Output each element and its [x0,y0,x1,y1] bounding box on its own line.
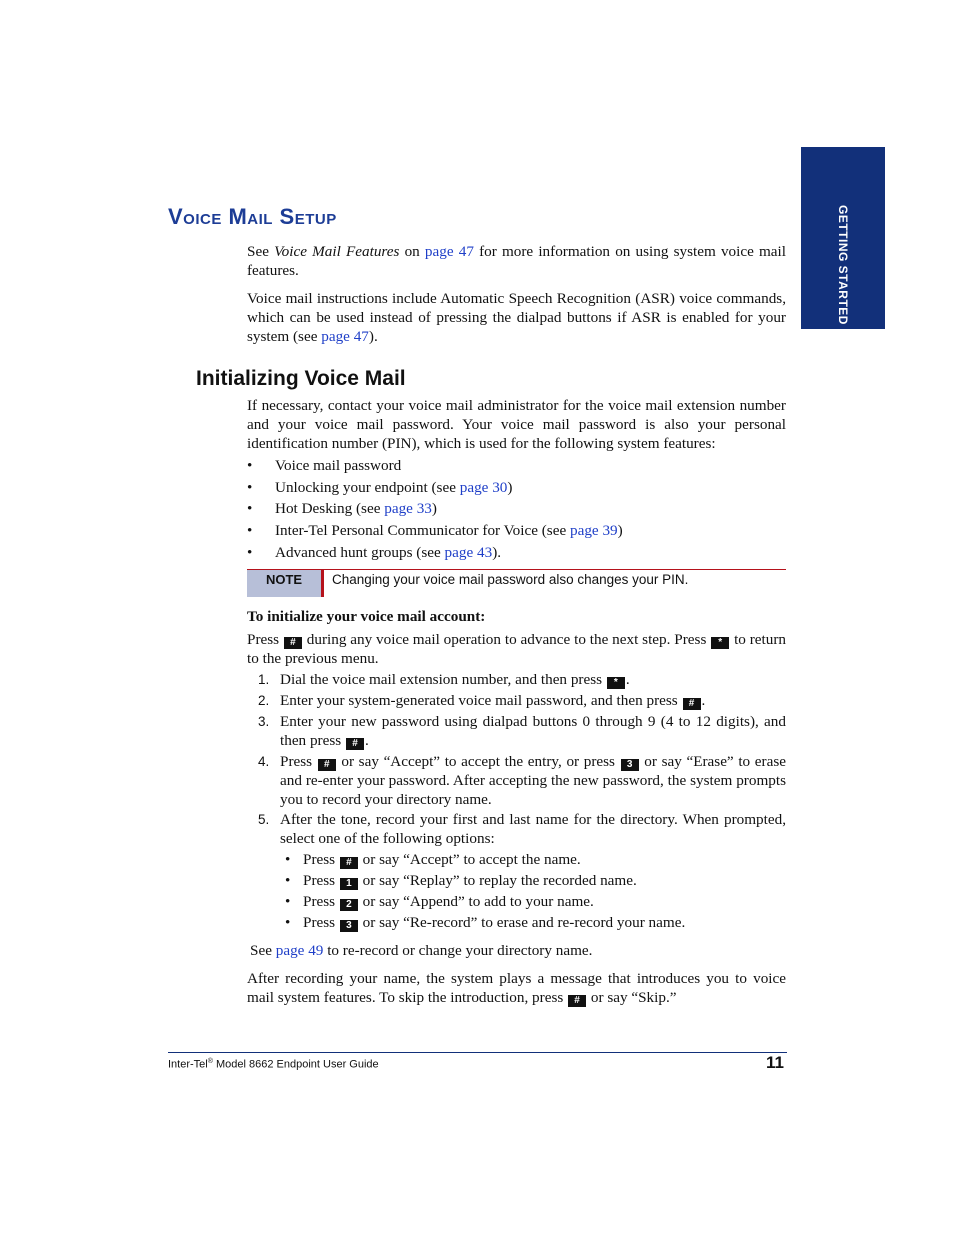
two-key-icon: 2 [340,899,358,911]
intro-paragraph-2: Voice mail instructions include Automatic Speech Recognition (ASR) voice commands, which can be used instead of pressing the dialpad buttons if ASR is enabled for your system (see page 47). [247,290,786,345]
page-33-link[interactable]: page 33 [384,500,432,517]
final-paragraph: After recording your name, the system plays a message that introduces you to voice mail system features. To skip the introduction, press # or say “Skip.” [247,970,786,1006]
pound-key-icon: # [683,698,701,710]
three-key-icon: 3 [340,920,358,932]
see-paragraph: See page 49 to re-record or change your directory name. [250,942,593,959]
star-key-icon: * [607,677,625,689]
pound-key-icon: # [340,857,358,869]
note-divider [321,570,324,597]
note-label: NOTE [247,570,321,597]
procedure-heading: To initialize your voice mail account: [247,608,486,625]
page-49-link[interactable]: page 49 [275,942,324,959]
side-tab [801,147,885,329]
page-30-link[interactable]: page 30 [459,479,508,496]
page-43-link[interactable]: page 43 [444,544,493,561]
press-paragraph: Press # during any voice mail operation to advance to the next step. Press * to return to the previous menu. [247,631,786,667]
one-key-icon: 1 [340,878,358,890]
section-title: Voice Mail Setup [168,204,337,229]
page-number: 11 [766,1053,784,1072]
pound-key-icon: # [284,637,302,649]
star-key-icon: * [711,637,729,649]
subsection-title: Initializing Voice Mail [196,367,406,390]
footer-divider [168,1052,787,1053]
note-box [247,569,786,597]
pound-key-icon: # [568,995,586,1007]
page-47-link[interactable]: page 47 [424,243,474,260]
footer-title: Inter-Tel® Model 8662 Endpoint User Guide [168,1058,379,1071]
three-key-icon: 3 [621,759,639,771]
pound-key-icon: # [318,759,336,771]
side-tab-label: GETTING STARTED [836,205,850,325]
pound-key-icon: # [346,738,364,750]
intro-paragraph-1: See Voice Mail Features on page 47 for more information on using system voice mail features. [247,243,786,279]
init-paragraph: If necessary, contact your voice mail administrator for the voice mail extension number and your voice mail password. Your voice mail password is also your personal identification number (PIN), which is used for the following system features: [247,397,786,452]
note-text: Changing your voice mail password also changes your PIN. [332,572,689,587]
page-47-link-2[interactable]: page 47 [321,328,369,345]
page-39-link[interactable]: page 39 [569,522,618,539]
